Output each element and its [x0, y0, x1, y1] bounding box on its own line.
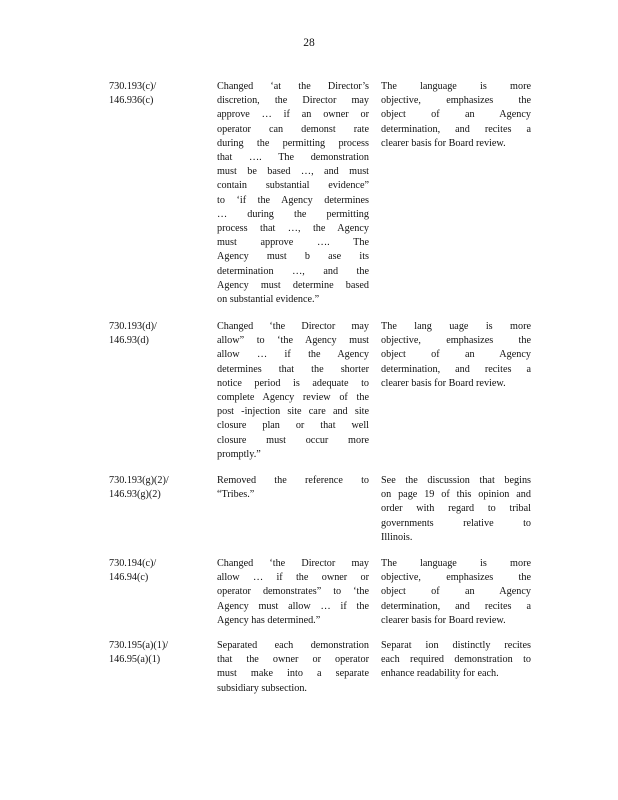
change-line: Agency must determine based — [217, 279, 369, 291]
change-rationale — [381, 639, 531, 682]
change-line: operator can demonst rate — [217, 123, 369, 135]
change-rationale — [381, 80, 531, 151]
change-line: notice period is adequate to — [217, 377, 369, 389]
change-line: Agency must allow … if the — [217, 600, 369, 612]
change-description — [217, 639, 369, 696]
change-line: that …. The demonstration — [217, 152, 369, 164]
change-line: post -injection site care and site — [217, 406, 369, 418]
reason-line: order with regard to tribal — [381, 503, 531, 515]
reason-line: object of an Agency — [381, 349, 531, 361]
change-line: approve … if an owner or — [217, 109, 369, 121]
section-line: 730.195(a)(1)/ — [109, 640, 169, 651]
reason-line: See the discussion that begins — [381, 475, 531, 486]
reason-line: object of an Agency — [381, 109, 531, 121]
section-reference — [109, 557, 204, 585]
section-line: 730.193(g)(2)/ — [109, 475, 169, 486]
change-line: on substantial evidence.” — [217, 294, 320, 306]
reason-line: object of an Agency — [381, 586, 531, 598]
section-reference — [109, 80, 204, 108]
reason-line: determination, and recites a — [381, 363, 531, 375]
change-line: that the owner or operator — [217, 654, 369, 666]
change-line: Separated each demonstration — [217, 640, 369, 651]
change-line: must approve …. The — [217, 237, 369, 249]
change-line: must be based …, and must — [217, 166, 369, 178]
section-reference — [109, 320, 204, 348]
change-line: to ‘if the Agency determines — [217, 194, 369, 206]
change-description — [217, 320, 369, 462]
section-reference — [109, 474, 204, 502]
change-line: allow … if the Agency — [217, 349, 369, 361]
section-line: 146.93(d) — [109, 335, 149, 347]
change-line: closure plan or that well — [217, 420, 369, 432]
change-line: process that …, the Agency — [217, 223, 369, 235]
change-line: subsidiary subsection. — [217, 682, 307, 694]
reason-line: determination, and recites a — [381, 123, 531, 135]
section-line: 730.194(c)/ — [109, 558, 157, 569]
change-line: determination …, and the — [217, 265, 369, 277]
change-line: Agency must b ase its — [217, 251, 369, 263]
section-line: 730.193(d)/ — [109, 321, 157, 332]
reason-line: each required demonstration to — [381, 654, 531, 666]
change-line: Changed ‘the Director may — [217, 558, 369, 569]
change-line: Removed the reference to — [217, 475, 369, 486]
reason-line: The language is more — [381, 81, 531, 92]
section-reference — [109, 639, 204, 667]
change-line: Changed ‘the Director may — [217, 321, 369, 332]
change-line: “Tribes.” — [217, 489, 255, 501]
change-line: Agency has determined.” — [217, 614, 321, 626]
change-line: must make into a separate — [217, 668, 369, 680]
reason-line: objective, emphasizes the — [381, 95, 531, 107]
change-line: contain substantial evidence” — [217, 180, 369, 192]
change-rationale — [381, 320, 531, 391]
section-line: 146.936(c) — [109, 95, 154, 107]
change-line: during the permitting process — [217, 137, 369, 149]
reason-line: clearer basis for Board review. — [381, 137, 506, 149]
section-line: 146.93(g)(2) — [109, 489, 161, 501]
reason-line: governments relative to — [381, 517, 531, 529]
reason-line: Separat ion distinctly recites — [381, 640, 531, 651]
change-line: Changed ‘at the Director’s — [217, 81, 369, 92]
reason-line: on page 19 of this opinion and — [381, 489, 531, 501]
change-line: … during the permitting — [217, 208, 369, 220]
reason-line: objective, emphasizes the — [381, 335, 531, 347]
change-line: complete Agency review of the — [217, 392, 369, 404]
reason-line: Illinois. — [381, 531, 413, 543]
change-line: allow” to ‘the Agency must — [217, 335, 369, 347]
change-line: discretion, the Director may — [217, 95, 369, 107]
change-rationale — [381, 557, 531, 628]
section-line: 730.193(c)/ — [109, 81, 157, 92]
reason-line: enhance readability for each. — [381, 668, 499, 680]
change-description — [217, 557, 369, 628]
reason-line: objective, emphasizes the — [381, 572, 531, 584]
change-description — [217, 474, 369, 502]
page-number: 28 — [303, 37, 315, 49]
reason-line: determination, and recites a — [381, 600, 531, 612]
section-line: 146.94(c) — [109, 572, 149, 584]
change-line: promptly.” — [217, 448, 261, 460]
reason-line: The language is more — [381, 558, 531, 569]
change-line: closure must occur more — [217, 434, 369, 446]
change-description — [217, 80, 369, 307]
change-rationale — [381, 474, 531, 545]
section-line: 146.95(a)(1) — [109, 654, 161, 666]
change-line: operator demonstrates” to ‘the — [217, 586, 369, 598]
reason-line: clearer basis for Board review. — [381, 377, 506, 389]
reason-line: clearer basis for Board review. — [381, 614, 506, 626]
reason-line: The lang uage is more — [381, 321, 531, 332]
change-line: allow … if the owner or — [217, 572, 369, 584]
change-line: determines that the shorter — [217, 363, 369, 375]
